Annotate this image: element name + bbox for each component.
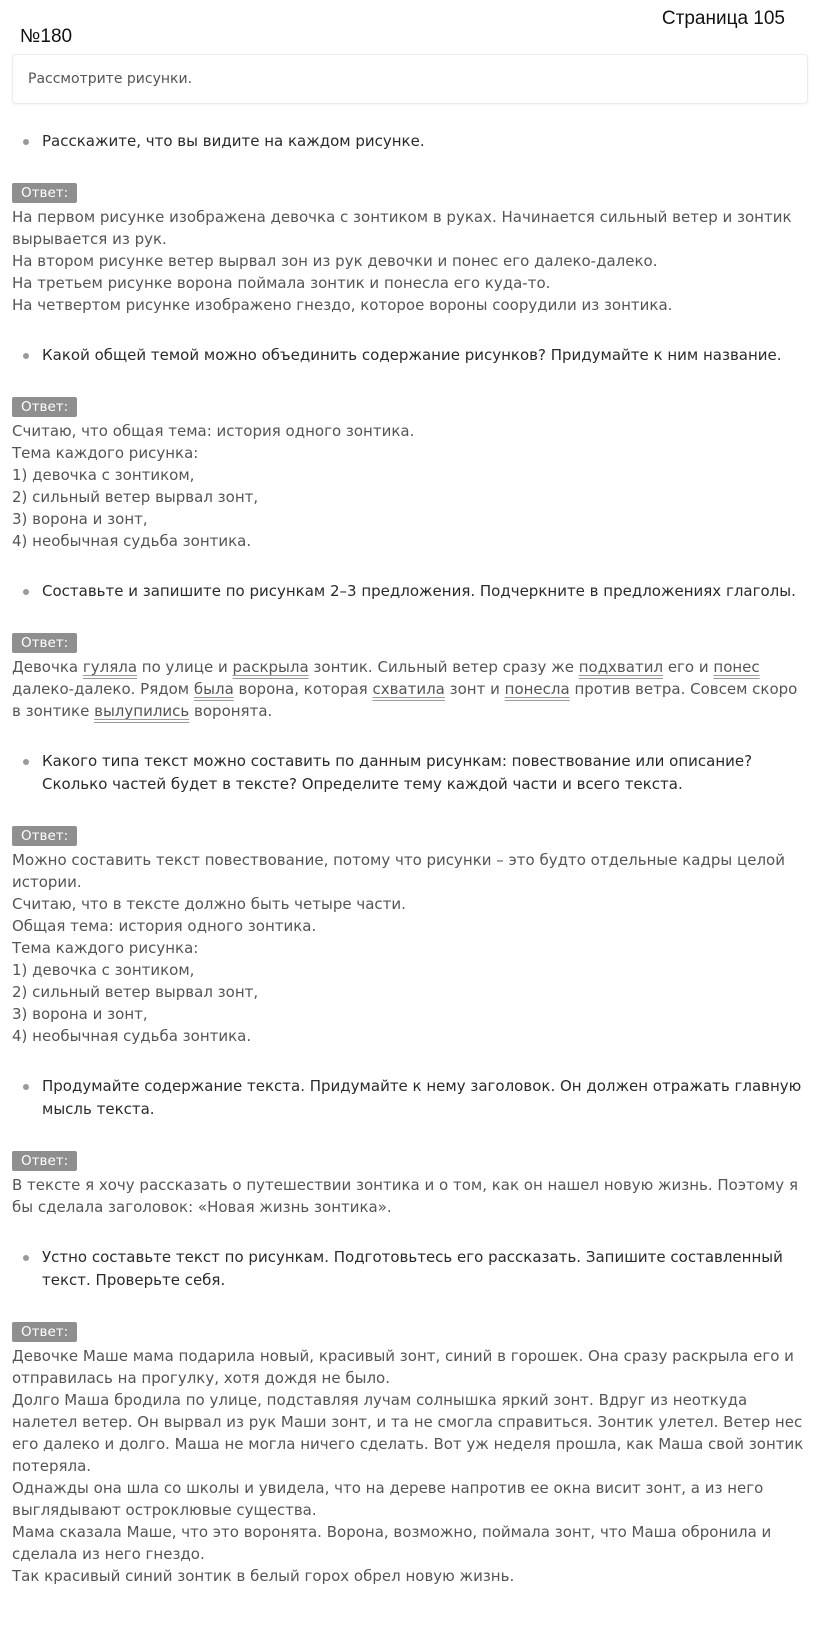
answer-line: 1) девочка с зонтиком,	[12, 466, 195, 484]
answer-badge: Ответ:	[12, 633, 77, 653]
answer-line: На четвертом рисунке изображено гнездо, которое вороны соорудили из зонтика.	[12, 296, 673, 314]
underlined-verb: была	[193, 680, 234, 698]
answer-line: Можно составить текст повествование, потому что рисунки – это будто отдельные кадры целой истории.	[12, 851, 785, 891]
question-5: Продумайте содержание текста. Придумайте к нему заголовок. Он должен отражать главную мысль текста.	[12, 1075, 804, 1121]
answer-line: Считаю, что в тексте должно быть четыре части.	[12, 895, 406, 913]
underlined-verb: подхватил	[578, 658, 664, 676]
underlined-verb: понес	[713, 658, 760, 676]
question-6: Устно составьте текст по рисункам. Подготовьтесь его рассказать. Запишите составленный текст. Проверьте себя.	[12, 1246, 804, 1292]
answer-line: На первом рисунке изображена девочка с зонтиком в руках. Начинается сильный ветер и зонтик вырывается из рук.	[12, 208, 792, 248]
answer-line: Так красивый синий зонтик в белый горох обрел новую жизнь.	[12, 1567, 515, 1585]
answer-line: 4) необычная судьба зонтика.	[12, 1027, 252, 1045]
answer-line: На третьем рисунке ворона поймала зонтик и понесла его куда-то.	[12, 274, 551, 292]
answer-line: Общая тема: история одного зонтика.	[12, 917, 317, 935]
answer-line: Девочке Маше мама подарила новый, красивый зонт, синий в горошек. Она сразу раскрыла его и отправилась на прогулку, хотя дождя не было.	[12, 1347, 794, 1387]
answer-line: На втором рисунке ветер вырвал зон из рук девочки и понес его далеко-далеко.	[12, 252, 658, 270]
answer-3	[12, 656, 804, 722]
answer-line: В тексте я хочу рассказать о путешествии зонтика и о том, как он нашел новую жизнь. Поэтому я бы сделала заголовок: «Новая жизнь зонтика».	[12, 1176, 798, 1216]
answer-line: Тема каждого рисунка:	[12, 939, 199, 957]
answer-line: 1) девочка с зонтиком,	[12, 961, 195, 979]
answer-text: зонт и	[444, 680, 505, 698]
question-3: Составьте и запишите по рисункам 2–3 предложения. Подчеркните в предложениях глаголы.	[12, 580, 804, 603]
answer-line: Считаю, что общая тема: история одного зонтика.	[12, 422, 415, 440]
answer-badge: Ответ:	[12, 826, 77, 846]
answer-text: ворона, которая	[233, 680, 373, 698]
answer-line: 2) сильный ветер вырвал зонт,	[12, 983, 259, 1001]
answer-5	[12, 1174, 804, 1218]
answer-text: Девочка	[12, 658, 83, 676]
question-1: Расскажите, что вы видите на каждом рисунке.	[12, 130, 804, 153]
answer-1	[12, 206, 804, 316]
task-number: №180	[20, 26, 73, 47]
answer-badge: Ответ:	[12, 1151, 77, 1171]
answer-text: воронята.	[189, 702, 273, 720]
answer-line: Долго Маша бродила по улице, подставляя лучам солнышка яркий зонт. Вдруг из неоткуда налетел ветер. Он вырвал из рук Маши зонт, и та не смогла справиться. Зонтик улетел. Ветер нес его далеко и долго. Маша не могла ничего сделать. Вот уж неделя прошла, как Маша свой зонтик потеряла.	[12, 1391, 804, 1475]
answer-text: далеко-далеко. Рядом	[12, 680, 194, 698]
answer-text: зонтик. Сильный ветер сразу же	[308, 658, 579, 676]
underlined-verb: понесла	[504, 680, 570, 698]
underlined-verb: гуляла	[82, 658, 138, 676]
answer-2	[12, 420, 804, 552]
answer-text: по улице и	[137, 658, 233, 676]
underlined-verb: вылупились	[94, 702, 190, 720]
answer-4	[12, 849, 804, 1047]
answer-line: 3) ворона и зонт,	[12, 1005, 148, 1023]
answer-text: его и	[663, 658, 714, 676]
answer-6	[12, 1345, 804, 1587]
question-2: Какой общей темой можно объединить содержание рисунков? Придумайте к ним название.	[12, 344, 804, 367]
answer-badge: Ответ:	[12, 397, 77, 417]
answer-text: против ветра. Совсем скоро в зонтике	[12, 680, 798, 720]
question-4: Какого типа текст можно составить по данным рисункам: повествование или описание? Сколько частей будет в тексте? Определите тему каждой части и всего текста.	[12, 750, 804, 796]
answer-badge: Ответ:	[12, 1322, 77, 1342]
underlined-verb: схватила	[372, 680, 445, 698]
answer-line: 2) сильный ветер вырвал зонт,	[12, 488, 259, 506]
intro-box	[12, 54, 808, 104]
answer-line: 4) необычная судьба зонтика.	[12, 532, 252, 550]
page-number: Страница 105	[661, 8, 785, 29]
answer-line: 3) ворона и зонт,	[12, 510, 148, 528]
answer-line: Мама сказала Маше, что это воронята. Ворона, возможно, поймала зонт, что Маша обронила и сделала из него гнездо.	[12, 1523, 772, 1563]
answer-line: Тема каждого рисунка:	[12, 444, 199, 462]
answer-line: Однажды она шла со школы и увидела, что на дереве напротив ее окна висит зонт, а из него выглядывают остроклювые существа.	[12, 1479, 764, 1519]
content	[12, 130, 804, 1615]
answer-badge: Ответ:	[12, 183, 77, 203]
underlined-verb: раскрыла	[232, 658, 309, 676]
intro-text: Рассмотрите рисунки.	[28, 71, 193, 87]
